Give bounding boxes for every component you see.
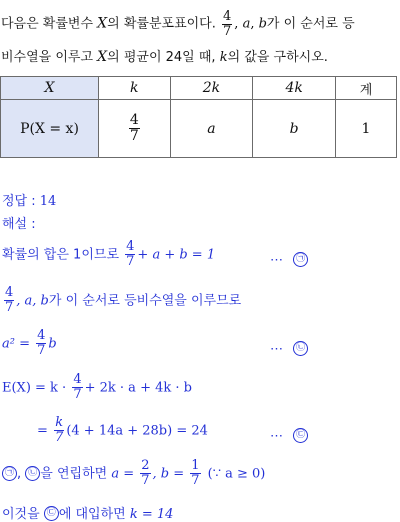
frac-den: 7 (5, 299, 14, 315)
table-header-cell: X (1, 77, 99, 100)
ref-mark-3 (270, 425, 308, 444)
equation: , b = (152, 466, 189, 482)
frac-den: 7 (126, 253, 135, 269)
table-row-label: P(X = x) (1, 100, 99, 158)
table-header-row (1, 77, 397, 100)
problem-text: 의 평균이 24일 때, (107, 50, 220, 65)
frac-num: 4 (5, 285, 14, 300)
solution-line-7 (2, 503, 173, 522)
problem-text: 비수열을 이루고 (1, 50, 98, 65)
frac-num: k (55, 415, 64, 430)
problem-text: 다음은 확률변수 (1, 16, 98, 32)
equation: = (37, 423, 53, 439)
circled-marker-1: ㉠ (293, 252, 308, 267)
frac-num: 4 (37, 328, 46, 343)
solution-text: 을 연립하면 (40, 466, 112, 482)
frac-num: 4 (129, 112, 139, 129)
sep: , (250, 16, 259, 32)
ellipsis: ⋯ (270, 429, 283, 444)
frac-num: 4 (126, 239, 135, 254)
frac-den: 7 (55, 429, 64, 445)
solution-text: 가 이 순서로 등비수열을 이루므로 (48, 293, 242, 309)
problem-statement (0, 0, 400, 70)
ellipsis: ⋯ (270, 253, 283, 268)
circled-marker-2: ㉡ (25, 466, 40, 481)
equation: a = (111, 466, 139, 482)
frac-den: 7 (129, 128, 139, 144)
table-row (1, 100, 397, 158)
frac-num: 4 (73, 372, 82, 387)
frac-den: 7 (191, 472, 200, 488)
probability-distribution-table (0, 76, 397, 158)
ref-mark-2 (270, 338, 308, 357)
fraction-4-7 (36, 329, 46, 357)
ellipsis: ⋯ (270, 342, 283, 357)
equation: E(X) = k · (2, 380, 71, 396)
solution-text: 이것을 (2, 507, 44, 522)
circled-marker-3: ㉢ (44, 506, 59, 521)
frac-den: 7 (223, 23, 232, 39)
solution-text: 확률의 합은 1이므로 (2, 247, 124, 263)
table-cell: b (253, 100, 336, 158)
fraction-4-7 (4, 286, 14, 314)
solution-line-3 (2, 329, 57, 357)
var-x: X (97, 49, 108, 65)
equation: + 2k · a + 4k · b (84, 380, 192, 396)
solution-line-6: ㉠ , ㉡ 을 연립하면 a = $\frac{2}{7}$ , b = $\frac{1}{7}$ (∵ a ≥ 0) (2, 459, 265, 487)
fraction-4-7 (72, 373, 82, 401)
table-cell: 1 (336, 100, 397, 158)
table-header-cell: 2k (170, 77, 253, 100)
table-cell (99, 100, 171, 158)
frac-den: 7 (141, 472, 150, 488)
problem-text: 가 이 순서로 등 (266, 16, 355, 32)
circled-marker-2: ㉡ (293, 341, 308, 356)
answer-line (2, 190, 56, 209)
frac-den: 7 (37, 342, 46, 358)
var-k: k (219, 50, 228, 65)
table-header-cell: 계 (336, 77, 397, 100)
equation: + a + b = 1 (137, 247, 216, 263)
var-b: b (258, 16, 267, 32)
solution-line-2 (2, 286, 241, 314)
solution-text: 에 대입하면 (58, 507, 130, 522)
answer-label: 정답 : (2, 194, 40, 209)
fraction-4-7 (129, 113, 140, 143)
variables: , a, b (16, 293, 49, 309)
ref-mark-1 (270, 249, 308, 268)
problem-text: 의 확률분포표이다. (107, 16, 221, 32)
fraction-1-7 (190, 459, 200, 487)
fraction-4-7 (125, 240, 135, 268)
equation: a² = (2, 336, 35, 352)
solution-line-5 (37, 416, 208, 444)
frac-num: 1 (191, 458, 200, 473)
frac-num: 4 (223, 9, 232, 24)
problem-text: 의 값을 구하시오. (227, 50, 328, 65)
fraction-4-7 (222, 10, 232, 38)
table-cell: a (170, 100, 253, 158)
frac-num: 2 (141, 458, 150, 473)
equation: (4 + 14a + 28b) = 24 (66, 423, 208, 439)
solution-line-4 (2, 373, 192, 401)
explanation-label: 해설 : (2, 217, 36, 232)
fraction-k-7 (54, 416, 64, 444)
circled-marker-3: ㉢ (293, 428, 308, 443)
table-header-cell: k (99, 77, 171, 100)
answer-value: 14 (39, 194, 57, 209)
var-a: a (242, 16, 251, 32)
frac-den: 7 (73, 386, 82, 402)
problem-line-2 (1, 46, 328, 65)
solution-line-1 (2, 240, 215, 268)
fraction-2-7 (140, 459, 150, 487)
circled-marker-1: ㉠ (2, 466, 17, 481)
condition: (∵ a ≥ 0) (207, 466, 266, 482)
table-header-cell: 4k (253, 77, 336, 100)
var-x: X (97, 15, 108, 32)
problem-line-1 (1, 10, 355, 38)
final-result: k = 14 (129, 507, 174, 522)
sep: , (234, 16, 243, 32)
equation: b (48, 336, 57, 352)
